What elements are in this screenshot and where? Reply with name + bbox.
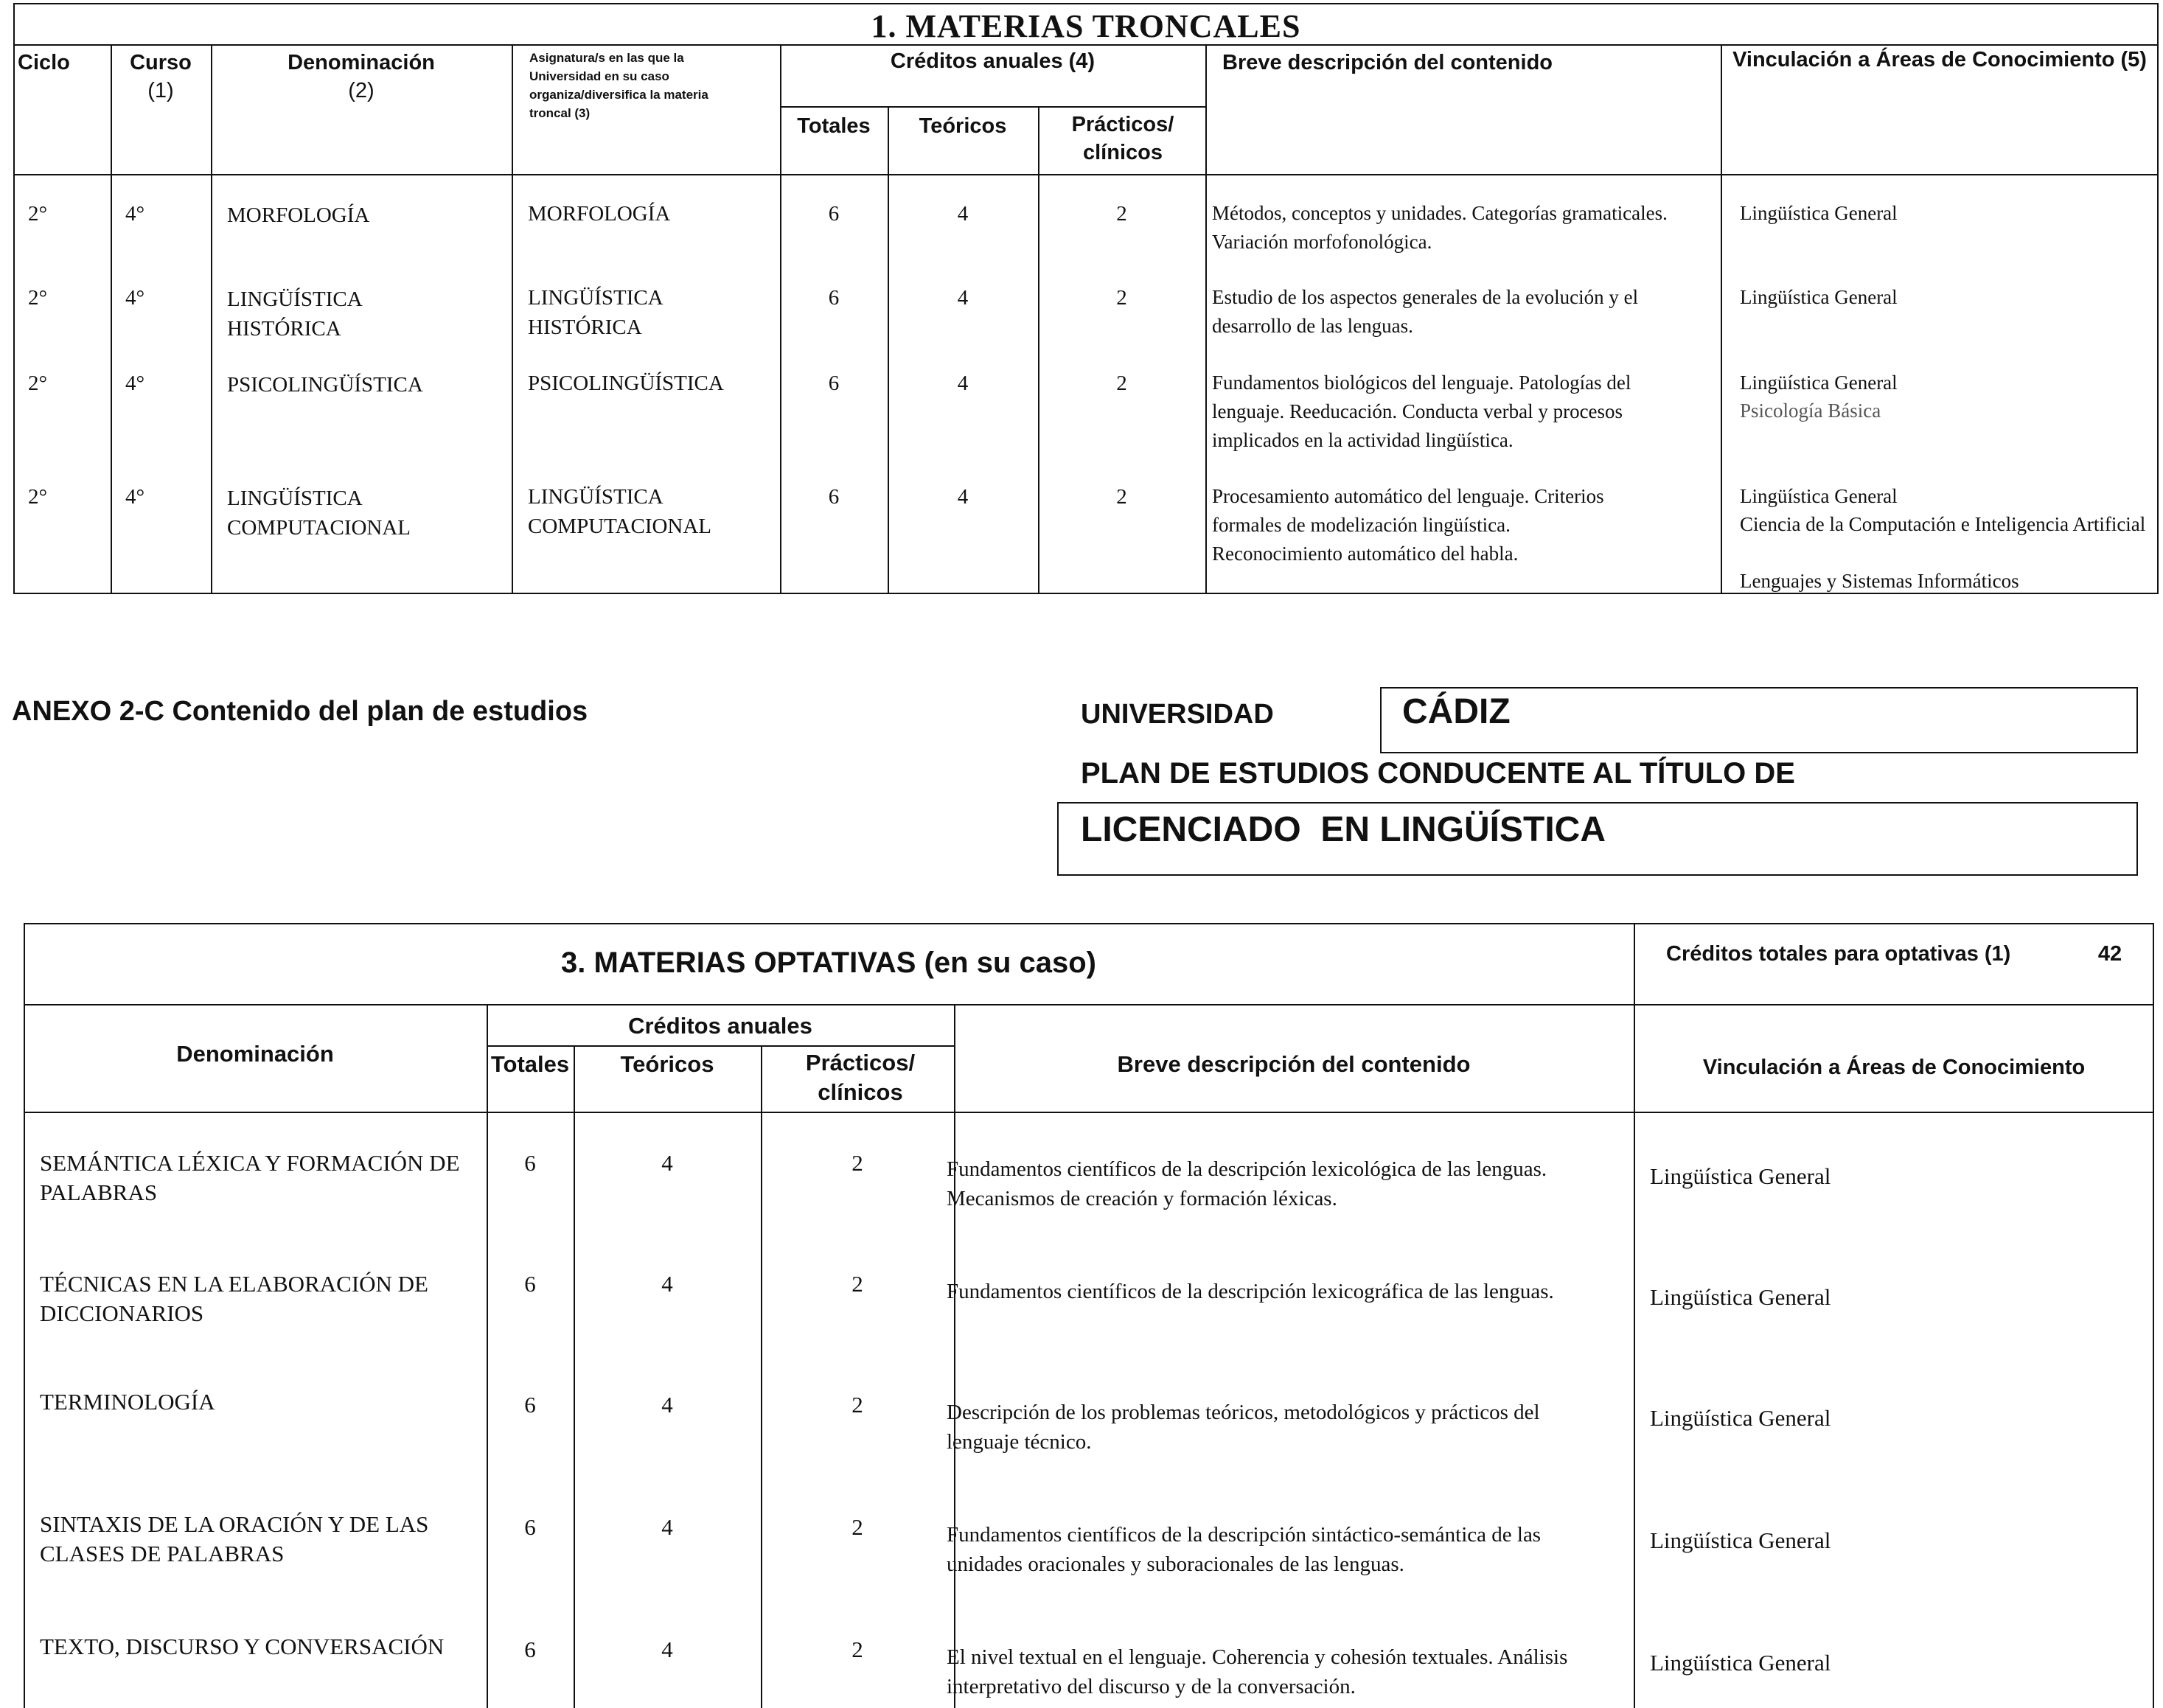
cell-ciclo: 2° [28,286,48,310]
table-top-rule [24,923,2154,924]
creditos-rule [487,1045,954,1047]
cell-totales: 6 [524,1636,536,1662]
header-totales: Totales [797,114,871,138]
cell-teoricos: 4 [661,1271,673,1297]
cell-area: Lingüística General [1740,202,1898,224]
cell-teoricos: 4 [661,1514,673,1540]
cell-denominacion: PSICOLINGÜÍSTICA [227,373,423,397]
cell-teoricos: 4 [957,372,969,395]
column-divider [1721,44,1722,593]
header-asignaturas: Asignatura/s en las que la Universidad en su caso organiza/diversifica la materia troncal (3) [529,51,708,120]
cell-area: Lingüística General [1650,1163,1831,1189]
cell-descripcion: Métodos, conceptos y unidades. Categorías gramaticales. Variación morfofonológica. [1212,202,1668,253]
cell-descripcion: Procesamiento automático del lenguaje. Criterios formales de modelización lingüística. Reconocimiento automático del habla. [1212,485,1604,565]
cell-descripcion: Fundamentos científicos de la descripción sintáctico-semántica de las unidades oracionales y suboracionales de las lenguas. [947,1523,1542,1576]
anexo-title: ANEXO 2-C Contenido del plan de estudios [12,696,588,727]
header-vinculacion: Vinculación a Áreas de Conocimiento [1702,1056,2086,1079]
plan-label: PLAN DE ESTUDIOS CONDUCENTE AL TÍTULO DE [1081,757,1795,789]
cell-totales: 6 [524,1150,536,1176]
universidad-label: UNIVERSIDAD [1081,699,1274,730]
cell-area: Lingüística General [1650,1650,1831,1676]
cell-denominacion: TERMINOLOGÍA [40,1389,215,1415]
cell-area: Lingüística General [1740,372,1898,394]
column-divider [211,44,212,593]
cell-teoricos: 4 [957,485,969,509]
cell-totales: 6 [524,1514,536,1540]
cell-teoricos: 4 [957,286,969,310]
cell-denominacion: LINGÜÍSTICA HISTÓRICA [227,287,362,341]
creditos-rule [780,106,1205,108]
column-divider [512,44,513,593]
cell-curso: 4° [125,286,145,310]
cell-descripcion: Fundamentos biológicos del lenguaje. Patologías del lenguaje. Reeducación. Conducta verbal y procesos implicados en la actividad lingüística. [1212,372,1631,451]
header-descripcion: Breve descripción del contenido [1222,51,1553,74]
column-divider [1205,44,1207,593]
cell-teoricos: 4 [957,202,969,226]
cell-descripcion: Estudio de los aspectos generales de la evolución y el desarrollo de las lenguas. [1212,286,1639,337]
cell-area: Lingüística General [1650,1405,1831,1431]
cell-curso: 4° [125,372,145,395]
cell-ciclo: 2° [28,485,48,509]
column-divider [888,106,889,593]
cell-descripcion: El nivel textual en el lenguaje. Coherencia y cohesión textuales. Análisis interpretativo del discurso y de la conversación. [947,1645,1568,1698]
cell-area: Lenguajes y Sistemas Informáticos [1740,570,2019,592]
header-teoricos: Teóricos [620,1051,714,1077]
cell-area: Lingüística General [1650,1284,1831,1310]
materias-troncales-table [13,3,2159,594]
header-vinculacion: Vinculación a Áreas de Conocimiento (5) [1732,48,2147,72]
header-ciclo: Ciclo [18,51,70,74]
cell-teoricos: 4 [661,1392,673,1418]
cell-totales: 6 [828,485,840,509]
header-totales: Totales [490,1051,570,1077]
materias-optativas-table [24,923,2162,1708]
cell-descripcion: Descripción de los problemas teóricos, metodológicos y prácticos del lenguaje técnico. [947,1401,1540,1454]
header-rule [13,174,2159,175]
header-creditos: Créditos anuales [628,1013,812,1039]
universidad-value: CÁDIZ [1402,692,1511,731]
cell-area: Lingüística General [1740,485,1898,507]
header-denominacion: Denominación [288,51,435,74]
creditos-totales-value: 42 [2097,942,2122,966]
cell-descripcion: Fundamentos científicos de la descripción lexicológica de las lenguas. Mecanismos de creación y formación léxicas. [947,1157,1547,1210]
table-title: 3. MATERIAS OPTATIVAS (en su caso) [560,947,1096,979]
header-creditos: Créditos anuales (4) [890,49,1096,73]
column-divider [954,1004,955,1708]
cell-teoricos: 4 [661,1150,673,1176]
cell-denominacion: MORFOLOGÍA [227,203,370,227]
cell-practicos: 2 [1116,485,1127,509]
cell-totales: 6 [524,1392,536,1418]
column-divider [487,1004,488,1708]
header-denominacion-note: (2) [348,79,375,102]
header-descripcion: Breve descripción del contenido [1117,1051,1471,1077]
cell-practicos: 2 [851,1514,863,1540]
column-divider [1038,106,1039,593]
cell-totales: 6 [524,1271,536,1297]
cell-area: Ciencia de la Computación e Inteligencia Artificial [1740,513,2146,535]
header-denominacion: Denominación [176,1041,334,1067]
table-title: 1. MATERIAS TRONCALES [871,8,1301,44]
cell-asignatura: MORFOLOGÍA [528,202,671,226]
cell-practicos: 2 [1116,372,1127,395]
creditos-totales-label: Créditos totales para optativas (1) [1666,942,2011,966]
cell-practicos: 2 [851,1392,863,1418]
cell-asignatura: PSICOLINGÜÍSTICA [528,372,724,395]
cell-totales: 6 [828,202,840,226]
cell-descripcion: Fundamentos científicos de la descripción lexicográfica de las lenguas. [947,1280,1554,1303]
cell-ciclo: 2° [28,202,48,226]
header-curso-note: (1) [147,79,174,102]
header-rule [24,1112,2154,1113]
titulo-value: LICENCIADO EN LINGÜÍSTICA [1081,810,1606,849]
cell-practicos: 2 [851,1271,863,1297]
cell-totales: 6 [828,372,840,395]
cell-denominacion: SEMÁNTICA LÉXICA Y FORMACIÓN DE PALABRAS [40,1150,460,1205]
cell-asignatura: LINGÜÍSTICA HISTÓRICA [528,286,663,339]
header-practicos: Prácticos/ clínicos [805,1050,916,1105]
header-teoricos: Teóricos [919,114,1007,138]
cell-ciclo: 2° [28,372,48,395]
cell-teoricos: 4 [661,1636,673,1662]
cell-denominacion: SINTAXIS DE LA ORACIÓN Y DE LAS CLASES DE PALABRAS [40,1511,429,1566]
cell-curso: 4° [125,202,145,226]
header-practicos: Prácticos/ clínicos [1071,113,1174,164]
cell-practicos: 2 [1116,202,1127,226]
cell-asignatura: LINGÜÍSTICA COMPUTACIONAL [528,485,712,538]
title-rule [24,1004,2154,1005]
column-divider [574,1045,575,1708]
cell-area: Psicología Básica [1740,400,1881,422]
cell-totales: 6 [828,286,840,310]
cell-denominacion: TEXTO, DISCURSO Y CONVERSACIÓN [40,1634,445,1659]
cell-area: Lingüística General [1740,286,1898,308]
cell-curso: 4° [125,485,145,509]
column-divider [1634,923,1635,1708]
column-divider [111,44,112,593]
table-right-rule [2153,923,2154,1708]
cell-practicos: 2 [851,1150,863,1176]
cell-denominacion: TÉCNICAS EN LA ELABORACIÓN DE DICCIONARIOS [40,1271,428,1326]
cell-practicos: 2 [1116,286,1127,310]
cell-denominacion: LINGÜÍSTICA COMPUTACIONAL [227,487,411,540]
header-curso: Curso [130,51,192,74]
cell-area: Lingüística General [1650,1527,1831,1553]
cell-practicos: 2 [851,1636,863,1662]
column-divider [761,1045,762,1708]
